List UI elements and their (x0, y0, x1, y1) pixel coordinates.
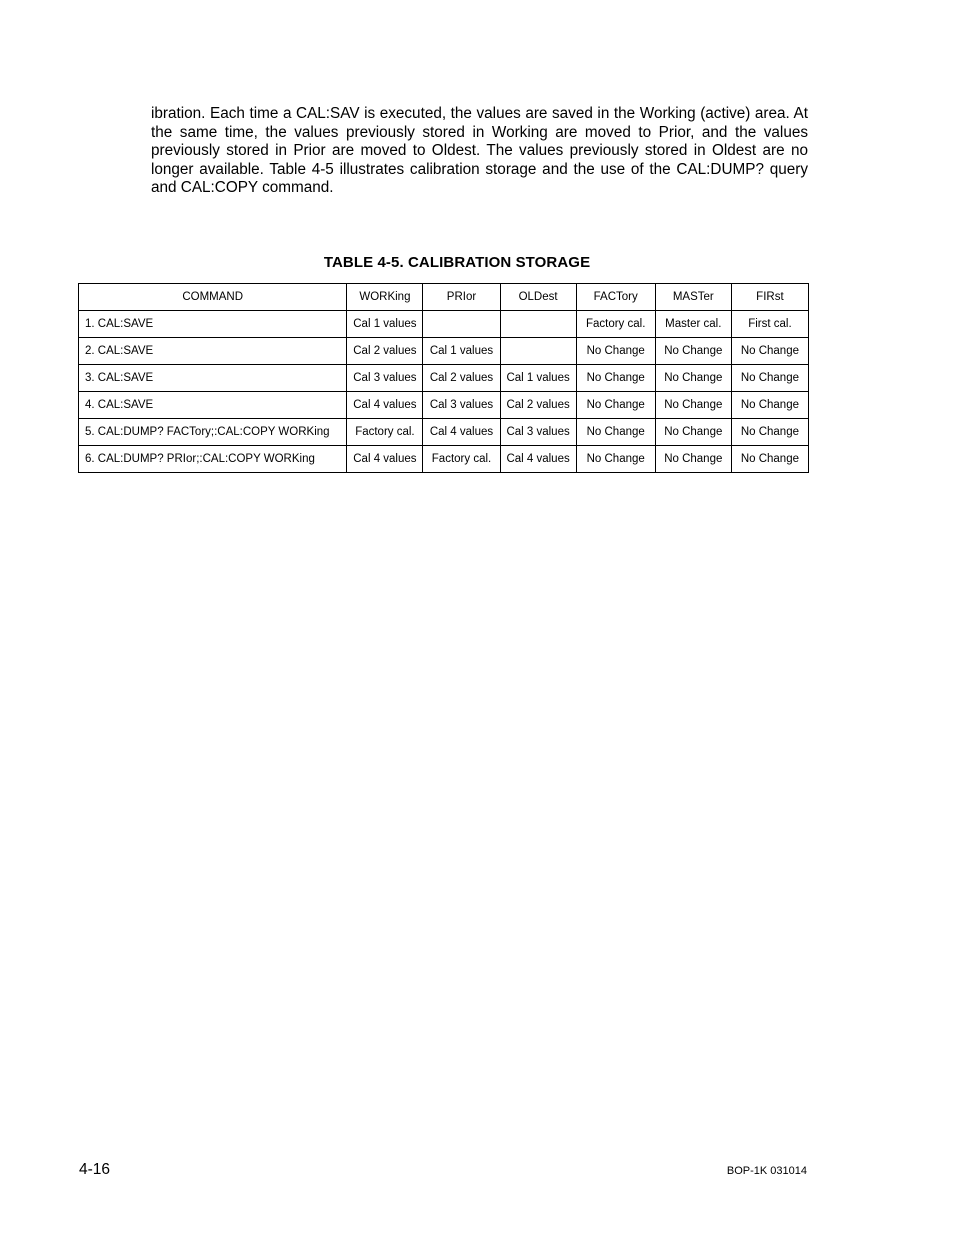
cell-first: No Change (731, 446, 808, 473)
cell-first: No Change (731, 338, 808, 365)
cell-master: No Change (655, 338, 731, 365)
body-paragraph: ibration. Each time a CAL:SAV is executed, the values are saved in the Working (active) area. At the same time, the values previously stored in Working are moved to Prior, and the values previously stored in Prior are moved to Oldest. The values previously stored in Oldest are no longer available. Table 4-5 illustrates calibration storage and the use of the CAL:DUMP? query and CAL:COPY command. (151, 105, 808, 197)
cell-command: 3. CAL:SAVE (79, 365, 347, 392)
table-row (79, 446, 809, 473)
cell-factory: No Change (576, 446, 655, 473)
cell-master: No Change (655, 365, 731, 392)
cell-working: Factory cal. (347, 419, 423, 446)
cell-factory: No Change (576, 419, 655, 446)
cell-oldest (500, 311, 576, 338)
cell-oldest (500, 338, 576, 365)
cell-first: First cal. (731, 311, 808, 338)
cell-master: No Change (655, 419, 731, 446)
table-title: TABLE 4-5. CALIBRATION STORAGE (323, 254, 591, 271)
cell-first: No Change (731, 365, 808, 392)
table-row (79, 419, 809, 446)
cell-master: No Change (655, 446, 731, 473)
cell-master: No Change (655, 392, 731, 419)
table-row (79, 392, 809, 419)
cell-factory: No Change (576, 392, 655, 419)
header-working: WORKing (347, 284, 423, 311)
header-first: FIRst (731, 284, 808, 311)
cell-working: Cal 2 values (347, 338, 423, 365)
cell-first: No Change (731, 419, 808, 446)
header-prior: PRIor (423, 284, 500, 311)
header-command: COMMAND (79, 284, 347, 311)
cell-oldest: Cal 3 values (500, 419, 576, 446)
cell-factory: Factory cal. (576, 311, 655, 338)
cell-prior (423, 311, 500, 338)
cell-oldest: Cal 1 values (500, 365, 576, 392)
cell-working: Cal 3 values (347, 365, 423, 392)
header-oldest: OLDest (500, 284, 576, 311)
cell-oldest: Cal 2 values (500, 392, 576, 419)
table-header-row (79, 284, 809, 311)
cell-factory: No Change (576, 338, 655, 365)
cell-prior: Cal 1 values (423, 338, 500, 365)
document-id: BOP-1K 031014 (726, 1165, 807, 1177)
cell-command: 4. CAL:SAVE (79, 392, 347, 419)
cell-first: No Change (731, 392, 808, 419)
cell-working: Cal 1 values (347, 311, 423, 338)
cell-prior: Cal 3 values (423, 392, 500, 419)
cell-command: 2. CAL:SAVE (79, 338, 347, 365)
cell-oldest: Cal 4 values (500, 446, 576, 473)
cell-factory: No Change (576, 365, 655, 392)
header-master: MASTer (655, 284, 731, 311)
cell-prior: Cal 2 values (423, 365, 500, 392)
cell-command: 1. CAL:SAVE (79, 311, 347, 338)
header-factory: FACTory (576, 284, 655, 311)
cell-working: Cal 4 values (347, 446, 423, 473)
cell-command: 6. CAL:DUMP? PRIor;:CAL:COPY WORKing (79, 446, 347, 473)
cell-prior: Factory cal. (423, 446, 500, 473)
page-number: 4-16 (79, 1161, 111, 1178)
cell-prior: Cal 4 values (423, 419, 500, 446)
cell-master: Master cal. (655, 311, 731, 338)
table-row (79, 338, 809, 365)
table-row (79, 365, 809, 392)
cell-working: Cal 4 values (347, 392, 423, 419)
calibration-storage-table (78, 283, 809, 473)
table-row (79, 311, 809, 338)
cell-command: 5. CAL:DUMP? FACTory;:CAL:COPY WORKing (79, 419, 347, 446)
